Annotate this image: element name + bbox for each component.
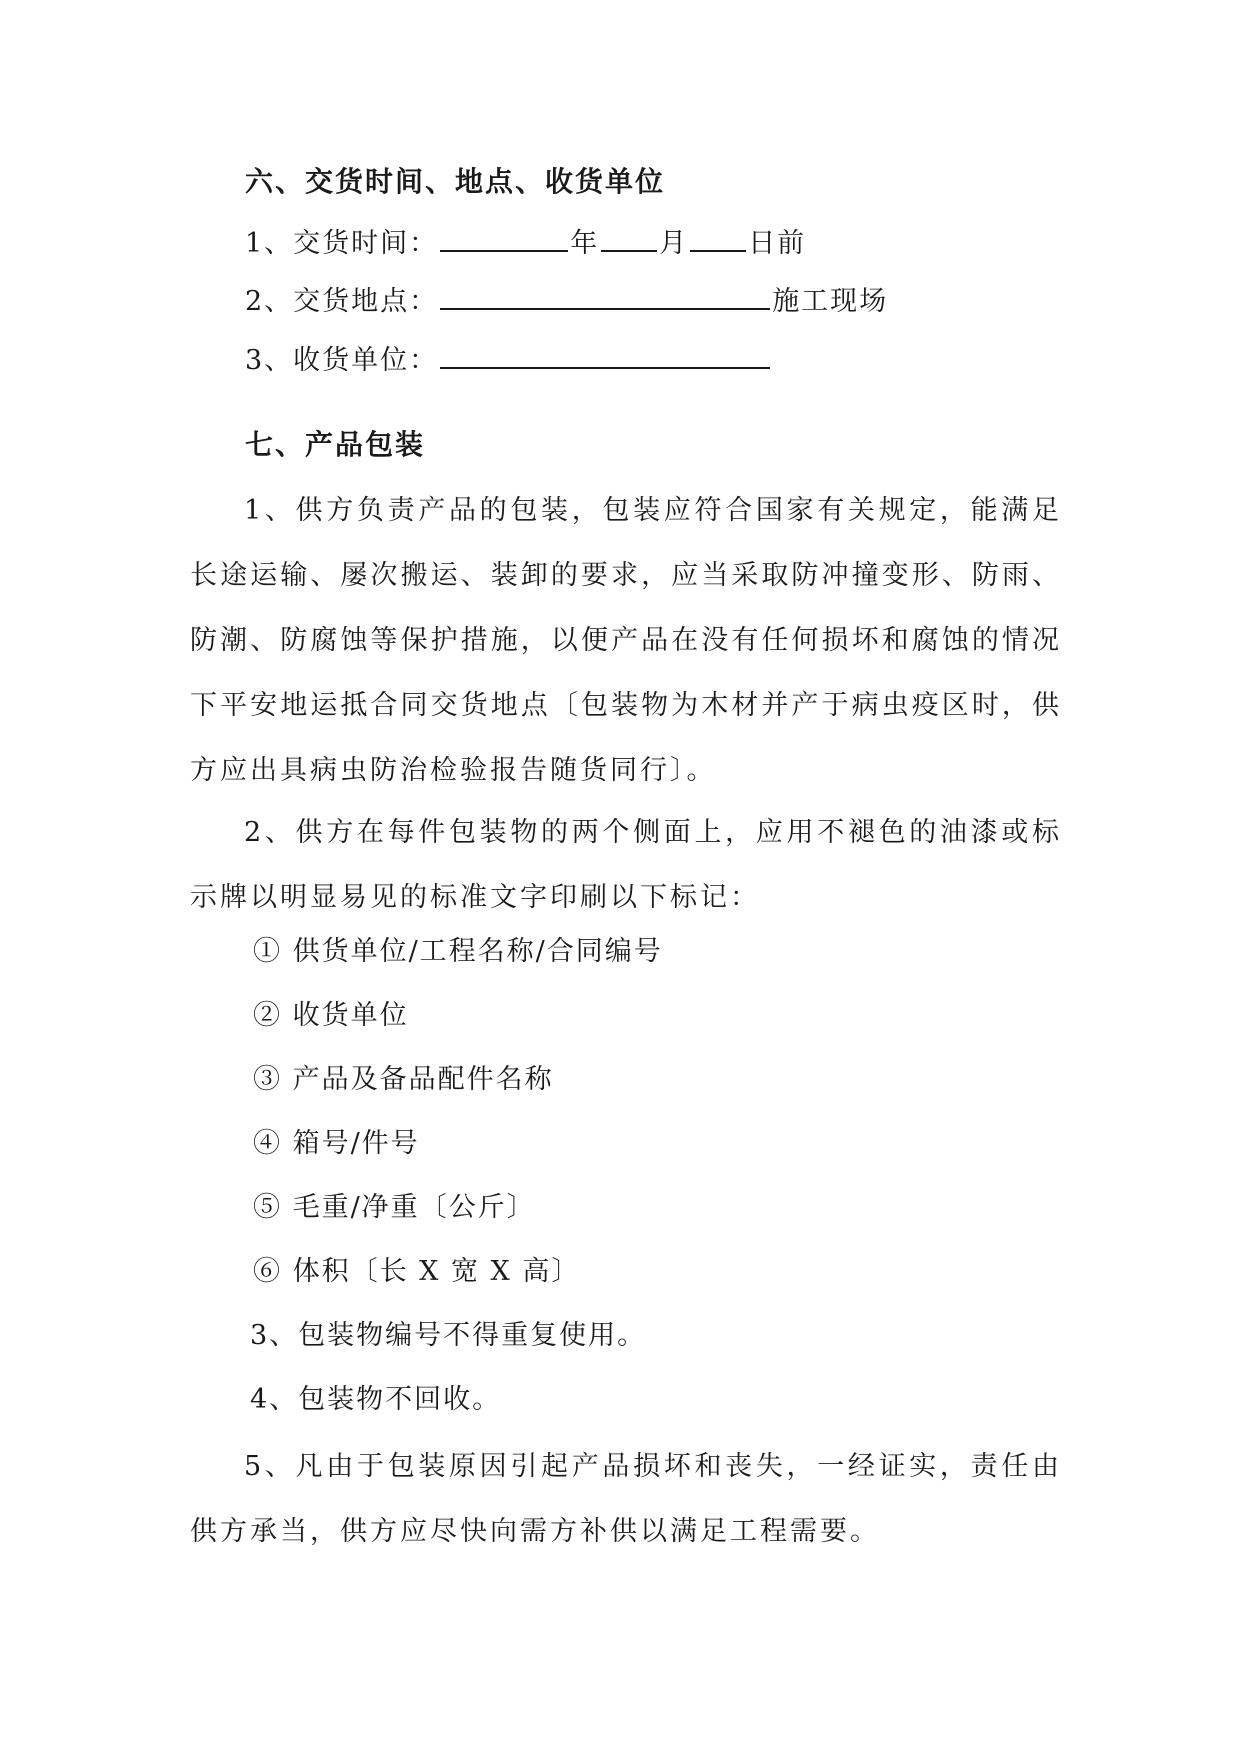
delivery-time-label: 1、交货时间： [245, 228, 439, 259]
packaging-paragraph-1 [190, 478, 1062, 803]
packaging-paragraph-5 [190, 1434, 1062, 1564]
delivery-year-field[interactable] [440, 220, 568, 252]
day-before-label: 日前 [748, 228, 807, 259]
mark-item: ⑥ 体积〔长 X 宽 X 高〕 [253, 1256, 581, 1287]
section-7-heading: 七、产品包装 [245, 428, 426, 461]
delivery-location-field[interactable] [440, 278, 770, 310]
receiving-unit-row [245, 337, 772, 381]
packaging-paragraph-2 [190, 800, 1062, 930]
packaging-paragraph-2-text: 2、供方在每件包装物的两个侧面上，应用不褪色的油漆或标示牌以明显易见的标准文字印刷以下标记： [190, 817, 1062, 913]
receiving-unit-field[interactable] [440, 337, 770, 369]
construction-site-label: 施工现场 [772, 286, 889, 317]
year-label: 年 [570, 228, 600, 259]
section-6-heading: 六、交货时间、地点、收货单位 [245, 165, 666, 198]
packaging-paragraph-5-text: 5、凡由于包装原因引起产品损坏和丧失，一经证实，责任由供方承当，供方应尽快向需方补供以满足工程需要。 [190, 1451, 1062, 1547]
mark-item: ② 收货单位 [253, 1000, 409, 1031]
mark-item: ① 供货单位/工程名称/合同编号 [253, 936, 663, 967]
delivery-month-field[interactable] [601, 220, 657, 252]
mark-item: ③ 产品及备品配件名称 [253, 1064, 554, 1095]
mark-item: ⑤ 毛重/净重〔公斤〕 [253, 1192, 536, 1223]
delivery-location-label: 2、交货地点： [245, 286, 439, 317]
month-label: 月 [659, 228, 689, 259]
delivery-time-row [245, 220, 806, 264]
packaging-paragraph-1-text: 1、供方负责产品的包装，包装应符合国家有关规定，能满足长途运输、屡次搬运、装卸的要求，应当采取防冲撞变形、防雨、防潮、防腐蚀等保护措施，以便产品在没有任何损坏和腐蚀的情况下平安地运抵合同交货地点〔包装物为木材并产于病虫疫区时，供方应出具病虫防治检验报告随货同行〕。 [190, 495, 1062, 786]
delivery-day-field[interactable] [690, 220, 746, 252]
delivery-location-row [245, 278, 888, 322]
packaging-paragraph-3: 3、包装物编号不得重复使用。 [250, 1320, 647, 1351]
mark-item: ④ 箱号/件号 [253, 1128, 420, 1159]
receiving-unit-label: 3、收货单位： [245, 345, 439, 376]
packaging-paragraph-4: 4、包装物不回收。 [250, 1384, 502, 1415]
